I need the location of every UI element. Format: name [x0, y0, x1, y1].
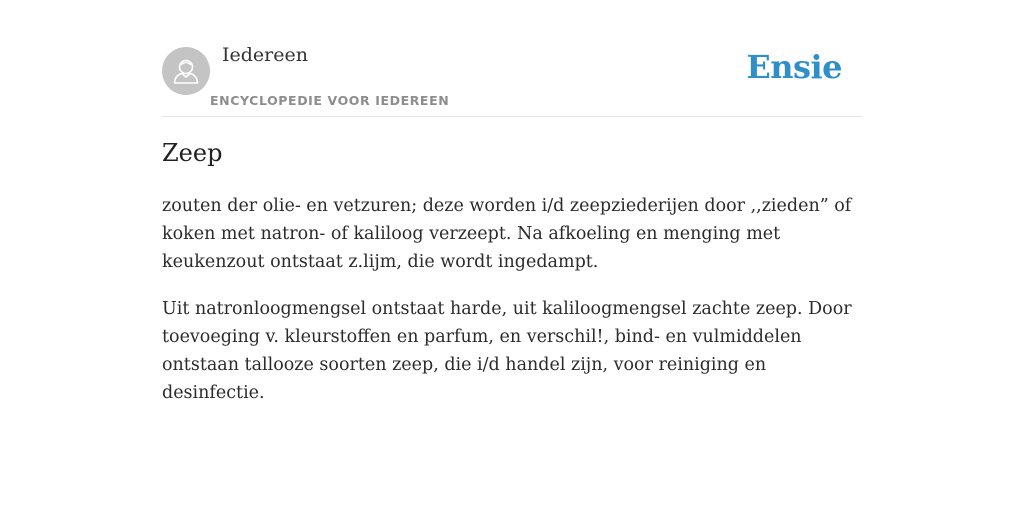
- entry-title: Zeep: [162, 139, 223, 167]
- entry-header: [162, 0, 862, 117]
- site-logo[interactable]: Ensie: [746, 48, 842, 86]
- entry-body: [162, 192, 862, 426]
- site-tagline: ENCYCLOPEDIE VOOR IEDEREEN: [210, 93, 450, 108]
- entry-paragraph: Uit natronloogmengsel ontstaat harde, uit kaliloogmengsel zachte zeep. Door toevoeging v. kleurstoffen en parfum, en verschil!, bind- en vulmiddelen ontstaan tallooze soorten zeep, die i/d handel zijn, voor reiniging en desinfectie.: [162, 299, 852, 403]
- entry-paragraph: zouten der olie- en vetzuren; deze worden i/d zeepziederijen door ,,zieden” of koken met natron- of kaliloog verzeept. Na afkoeling en menging met keukenzout ontstaat z.lijm, die wordt ingedampt.: [162, 196, 852, 272]
- author-name[interactable]: Iedereen: [222, 44, 308, 66]
- avatar[interactable]: [162, 47, 210, 95]
- user-icon: [162, 47, 210, 95]
- entry-card: [162, 0, 862, 403]
